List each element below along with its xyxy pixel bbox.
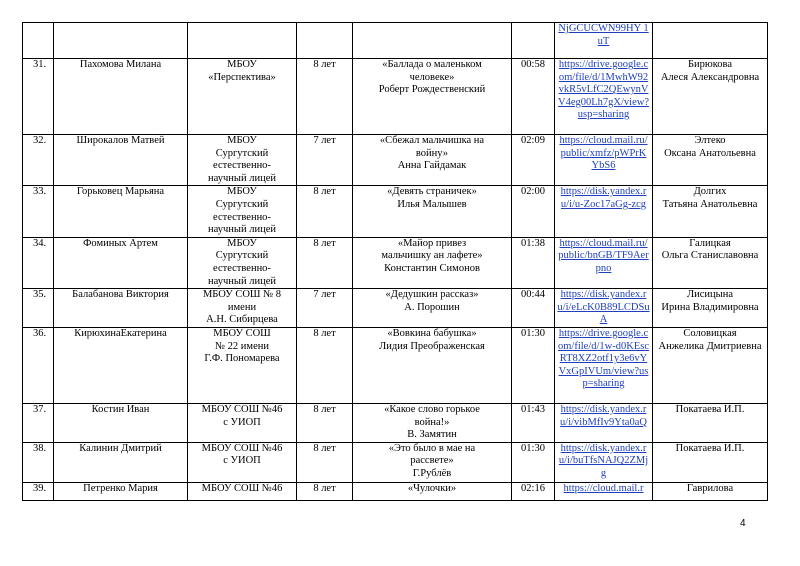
participant-name: Фоминых Артем xyxy=(54,237,188,288)
teacher-line: Соловицкая xyxy=(683,327,737,339)
school-line: МБОУ СОШ № 8 xyxy=(202,289,282,301)
age-cell: 8 лет xyxy=(297,237,353,288)
school-line: естественно- xyxy=(213,211,271,223)
school-cell xyxy=(188,327,297,403)
work-line: Константин Симонов xyxy=(384,262,480,274)
school-line: МБОУ СОШ №46 xyxy=(201,442,283,454)
table-row xyxy=(23,327,768,403)
school-line: МБОУ СОШ xyxy=(213,327,271,339)
table-row xyxy=(23,237,768,288)
work-cell xyxy=(353,59,512,135)
work-cell xyxy=(353,289,512,328)
school-line: естественно- xyxy=(213,262,271,274)
duration-cell: 01:38 xyxy=(512,237,555,288)
work-line: «Вовкина бабушка» xyxy=(387,327,477,339)
work-cell xyxy=(353,237,512,288)
participant-name: Балабанова Виктория xyxy=(54,289,188,328)
school-cell xyxy=(188,403,297,442)
participant-name: Калинин Дмитрий xyxy=(54,442,188,482)
work-cell xyxy=(353,482,512,500)
teacher-cell xyxy=(653,327,768,403)
school-line: МБОУ СОШ №46 xyxy=(201,403,283,415)
work-line: «Какое слово горькое xyxy=(384,403,480,415)
teacher-cell xyxy=(653,135,768,186)
work-line: А. Порошин xyxy=(404,301,460,313)
participant-name: Петренко Мария xyxy=(54,482,188,500)
page-number: 4 xyxy=(740,518,746,529)
school-cell xyxy=(188,442,297,482)
teacher-line: Покатаева И.П. xyxy=(675,403,745,415)
teacher-line: Бирюкова xyxy=(687,59,733,70)
work-line: «Девять страничек» xyxy=(387,186,477,198)
video-link[interactable]: https://drive.google.com/file/d/1w-d0KEscRT8XZ2otf1y3e6vYVxGpIVUm/view?usp=sharing xyxy=(555,327,653,403)
work-line: человеке» xyxy=(409,71,455,83)
school-line: Сургутский xyxy=(215,198,269,210)
row-number: 38. xyxy=(23,442,54,482)
school-line: с УИОП xyxy=(223,455,261,467)
age-cell: 8 лет xyxy=(297,186,353,237)
school-cell xyxy=(188,59,297,135)
age-cell: 8 лет xyxy=(297,403,353,442)
school-line: МБОУ xyxy=(227,59,257,70)
row-number: 35. xyxy=(23,289,54,328)
work-line: Лидия Преображенская xyxy=(379,340,485,352)
school-line: МБОУ xyxy=(227,237,257,249)
work-line: «Сбежал мальчишка на xyxy=(379,135,485,146)
table-row xyxy=(23,186,768,237)
teacher-cell xyxy=(653,403,768,442)
work-line: мальчишку ан лафете» xyxy=(381,250,483,262)
row-number: 33. xyxy=(23,186,54,237)
participant-name: КирюхинаЕкатерина xyxy=(54,327,188,403)
row-number: 37. xyxy=(23,403,54,442)
work-line: «Это было в мае на xyxy=(388,442,476,454)
row-number: 32. xyxy=(23,135,54,186)
teacher-cell xyxy=(653,186,768,237)
teacher-cell xyxy=(653,289,768,328)
row-number: 39. xyxy=(23,482,54,500)
school-line: имени xyxy=(227,301,257,313)
school-line: МБОУ xyxy=(227,135,257,146)
participant-name: Горьковец Марьяна xyxy=(54,186,188,237)
work-line: «Дедушкин рассказ» xyxy=(385,289,479,301)
teacher-line: Галицкая xyxy=(689,237,731,249)
work-cell xyxy=(353,403,512,442)
school-line: с УИОП xyxy=(223,416,261,428)
video-link[interactable]: https://disk.yandex.ru/i/u-Zoc17aGg-zcg xyxy=(555,186,653,237)
work-line: «Баллада о маленьком xyxy=(382,59,482,70)
teacher-cell xyxy=(653,442,768,482)
video-link[interactable]: https://cloud.mail.ru/public/bnGB/TF9Aerpno xyxy=(555,237,653,288)
teacher-line: Анжелика Дмитриевна xyxy=(658,340,762,352)
work-line: Г.Рублёв xyxy=(412,467,452,479)
table-row xyxy=(23,289,768,328)
work-line: Илья Малышев xyxy=(397,198,467,210)
duration-cell: 02:09 xyxy=(512,135,555,186)
link-cell[interactable]: NjGCUCWN99HY 1uT xyxy=(555,23,653,59)
work-cell xyxy=(353,186,512,237)
teacher-line: Лисицына xyxy=(687,289,733,301)
row-number: 31. xyxy=(23,59,54,135)
school-cell xyxy=(188,482,297,500)
work-line: «Майор привез xyxy=(397,237,467,249)
duration-cell: 02:16 xyxy=(512,482,555,500)
school-line: МБОУ xyxy=(227,186,257,198)
school-cell xyxy=(188,186,297,237)
school-line: Сургутский xyxy=(215,250,269,262)
school-line: научный лицей xyxy=(208,172,276,184)
school-line: № 22 имени xyxy=(215,340,269,352)
work-line: «Чулочки» xyxy=(407,482,457,494)
age-cell: 8 лет xyxy=(297,442,353,482)
row-number: 34. xyxy=(23,237,54,288)
work-cell xyxy=(353,135,512,186)
video-link[interactable]: https://cloud.mail.r xyxy=(555,482,653,500)
participants-table xyxy=(22,22,768,501)
age-cell: 8 лет xyxy=(297,327,353,403)
video-link[interactable]: https://cloud.mail.ru/public/xmfz/pWPrKYbS6 xyxy=(555,135,653,186)
school-line: А.Н. Сибирцева xyxy=(206,314,278,326)
video-link[interactable]: https://disk.yandex.ru/i/buTfsNAJQ2ZMjg xyxy=(555,442,653,482)
teacher-line: Татьяна Анатольевна xyxy=(662,198,758,210)
work-line: войну» xyxy=(415,147,449,159)
work-line: В. Замятин xyxy=(407,429,457,441)
video-link[interactable]: https://disk.yandex.ru/i/vibMfIv9Yta0aQ xyxy=(555,403,653,442)
duration-cell: 00:44 xyxy=(512,289,555,328)
age-cell: 7 лет xyxy=(297,135,353,186)
school-line: научный лицей xyxy=(208,275,276,287)
work-cell xyxy=(353,442,512,482)
teacher-line: Ирина Владимировна xyxy=(661,301,759,313)
table-row xyxy=(23,482,768,500)
duration-cell: 01:30 xyxy=(512,442,555,482)
table-row xyxy=(23,59,768,135)
duration-cell: 00:58 xyxy=(512,59,555,135)
teacher-line: Оксана Анатольевна xyxy=(664,147,756,159)
school-line: «Перспектива» xyxy=(208,71,276,83)
school-line: Г.Ф. Пономарева xyxy=(204,353,280,365)
participant-name: Широкалов Матвей xyxy=(54,135,188,186)
teacher-line: Гаврилова xyxy=(686,482,734,494)
school-line: естественно- xyxy=(213,160,271,172)
work-line: Роберт Рождественский xyxy=(378,84,486,96)
work-line: война!» xyxy=(414,416,450,428)
school-line: научный лицей xyxy=(208,224,276,236)
school-cell xyxy=(188,237,297,288)
school-cell xyxy=(188,289,297,328)
teacher-line: Долгих xyxy=(693,186,727,198)
video-link[interactable]: https://drive.google.com/file/d/1MwhW92vkR5vLfC2QEwynVV4eg00Lh7gX/view?usp=sharing xyxy=(555,59,653,135)
age-cell: 8 лет xyxy=(297,482,353,500)
row-number: 36. xyxy=(23,327,54,403)
teacher-cell xyxy=(653,237,768,288)
teacher-line: Алеся Александровна xyxy=(660,71,760,83)
teacher-line: Ольга Станиславовна xyxy=(661,250,759,262)
work-line: Анна Гайдамак xyxy=(397,160,467,172)
table-row-continuation xyxy=(23,23,768,59)
work-line: рассвете» xyxy=(410,455,454,467)
table-row xyxy=(23,135,768,186)
duration-cell: 01:43 xyxy=(512,403,555,442)
duration-cell: 01:30 xyxy=(512,327,555,403)
age-cell: 8 лет xyxy=(297,59,353,135)
teacher-cell xyxy=(653,482,768,500)
school-line: МБОУ СОШ №46 xyxy=(201,482,283,494)
duration-cell: 02:00 xyxy=(512,186,555,237)
video-link[interactable]: https://disk.yandex.ru/i/eLcK0B89LCDSuA xyxy=(555,289,653,328)
teacher-cell xyxy=(653,59,768,135)
table-row xyxy=(23,442,768,482)
participant-name: Пахомова Милана xyxy=(54,59,188,135)
age-cell: 7 лет xyxy=(297,289,353,328)
teacher-line: Покатаева И.П. xyxy=(675,442,745,454)
participant-name: Костин Иван xyxy=(54,403,188,442)
school-line: Сургутский xyxy=(215,147,269,159)
teacher-line: Элтеко xyxy=(694,135,726,146)
school-cell xyxy=(188,135,297,186)
work-cell xyxy=(353,327,512,403)
table-row xyxy=(23,403,768,442)
